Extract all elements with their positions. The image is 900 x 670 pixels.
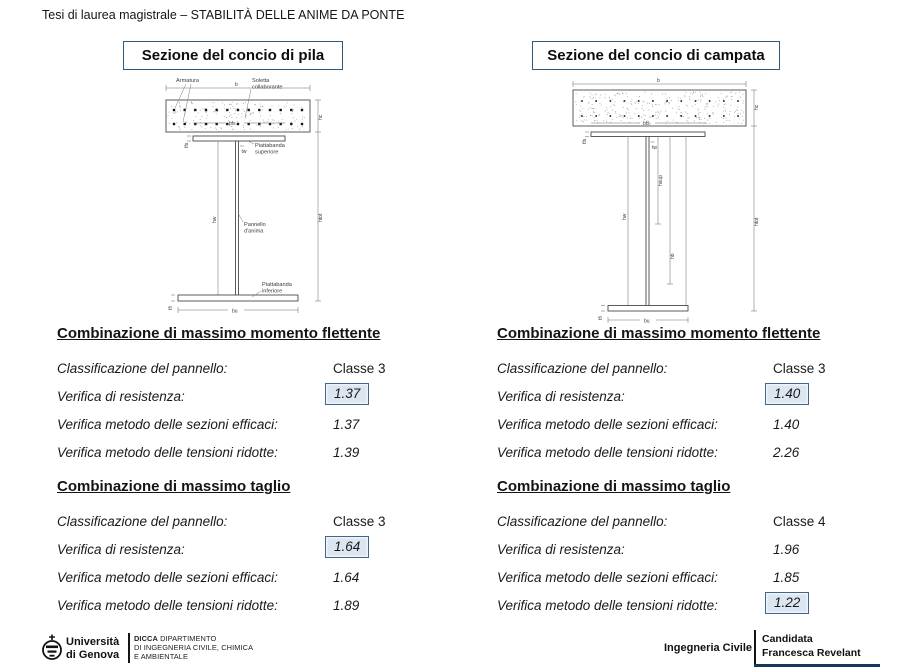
row-value: 1.89	[333, 598, 360, 613]
candidate-name: Francesca Revelant	[762, 647, 861, 659]
dim-bu-right: bu	[644, 318, 650, 324]
unige-logo-icon	[40, 633, 64, 663]
row-label: Verifica metodo delle sezioni efficaci:	[497, 417, 718, 432]
section-box-campata-label: Sezione del concio di campata	[547, 47, 765, 64]
department-block	[134, 635, 253, 661]
section-box-campata	[532, 41, 780, 70]
row-value: 1.64	[333, 570, 360, 585]
row-value-highlighted: 1.40	[765, 383, 809, 405]
dim-b-right: b	[657, 78, 660, 84]
row-label: Classificazione del pannello:	[497, 361, 668, 376]
dim-b-left: b	[235, 82, 238, 88]
dim-hb-right: hb	[670, 253, 676, 259]
diagram-concio-di-pila	[148, 74, 343, 322]
row-label: Verifica metodo delle sezioni efficaci:	[57, 417, 278, 432]
university-name	[66, 636, 119, 661]
row-label: Verifica di resistenza:	[497, 542, 625, 557]
department-line2: DI INGEGNERIA CIVILE, CHIMICA	[134, 642, 254, 652]
label-pannello-2: d'anima	[244, 228, 264, 235]
row-value: 1.96	[773, 542, 800, 557]
dim-bfs-left: bfs	[229, 121, 236, 127]
row-label: Verifica di resistenza:	[57, 389, 185, 404]
row-value-highlighted: 1.64	[325, 536, 369, 558]
heading-pila-momento: Combinazione di massimo momento flettente	[57, 325, 381, 342]
row-label: Verifica metodo delle tensioni ridotte:	[57, 445, 278, 460]
diagram-concio-di-campata	[558, 74, 763, 324]
row-label: Verifica di resistenza:	[497, 389, 625, 404]
dim-bfs-right: bfs	[643, 121, 650, 127]
dim-tw-right: tw	[652, 145, 657, 151]
dim-htot-right: htot	[754, 217, 760, 226]
row-label: Verifica metodo delle tensioni ridotte:	[497, 445, 718, 460]
row-label: Verifica metodo delle sezioni efficaci:	[497, 570, 718, 585]
row-label: Verifica metodo delle tensioni ridotte:	[57, 598, 278, 613]
row-value: 1.39	[333, 445, 360, 460]
section-box-pila	[123, 41, 343, 70]
row-value: 1.40	[773, 417, 800, 432]
dim-hsup-right: hsup	[658, 175, 664, 186]
section-box-pila-label: Sezione del concio di pila	[141, 47, 325, 64]
label-armatura: Armatura	[176, 78, 200, 84]
dim-bu-left: bu	[232, 308, 238, 315]
slide-header-title: Tesi di laurea magistrale – STABILITÀ DELLE ANIME DA PONTE	[42, 8, 405, 22]
dim-hc-right: hc	[754, 104, 760, 110]
footer-accent-rule	[754, 664, 880, 667]
row-label: Verifica metodo delle tensioni ridotte:	[497, 598, 718, 613]
university-name-line2: di Genova	[66, 648, 120, 661]
dim-tfi-left: tfi	[168, 306, 174, 310]
row-label: Classificazione del pannello:	[57, 514, 228, 529]
row-value-highlighted: 1.37	[325, 383, 369, 405]
row-value: 1.37	[333, 417, 360, 432]
row-label: Verifica metodo delle sezioni efficaci:	[57, 570, 278, 585]
row-value: Classe 3	[333, 514, 386, 529]
department-line3: E AMBIENTALE	[134, 651, 189, 661]
dim-tfi-right: tfi	[598, 316, 604, 320]
row-value: Classe 4	[773, 514, 826, 529]
dim-tw-left: tw	[241, 149, 247, 155]
row-value: Classe 3	[333, 361, 386, 376]
label-soletta-1: Soletta	[252, 78, 270, 84]
heading-campata-momento: Combinazione di massimo momento flettente	[497, 325, 821, 342]
row-value: 2.26	[773, 445, 800, 460]
dim-hw-right: hw	[622, 213, 628, 220]
row-label: Classificazione del pannello:	[497, 514, 668, 529]
department-acronym: DICCA	[134, 634, 158, 643]
footer-divider-right	[754, 630, 756, 664]
row-label: Classificazione del pannello:	[57, 361, 228, 376]
row-value-highlighted: 1.22	[765, 592, 809, 614]
label-piattabanda-sup-1: Piattabanda	[255, 143, 285, 149]
label-piattabanda-sup-2: superiore	[255, 149, 279, 156]
dim-hc-left: hc	[318, 114, 324, 120]
row-label: Verifica di resistenza:	[57, 542, 185, 557]
row-value: 1.85	[773, 570, 800, 585]
footer-divider-left	[128, 633, 130, 663]
label-piattabanda-inf-1: Piattabanda	[262, 282, 292, 288]
dim-tfs-right: tfs	[582, 138, 588, 144]
candidate-label: Candidata	[762, 633, 813, 645]
dim-tfs-left: tfs	[184, 142, 190, 148]
university-name-line1: Università	[66, 636, 120, 648]
dim-htot-left: htot	[318, 213, 324, 222]
label-soletta-2: collaborante	[252, 84, 283, 91]
dim-hw-left: hw	[212, 216, 218, 223]
label-piattabanda-inf-2: inferiore	[262, 288, 283, 295]
heading-campata-taglio: Combinazione di massimo taglio	[497, 478, 731, 495]
department-word: DIPARTIMENTO	[160, 634, 217, 643]
heading-pila-taglio: Combinazione di massimo taglio	[57, 478, 291, 495]
course-label: Ingegneria Civile	[664, 642, 753, 654]
row-value: Classe 3	[773, 361, 826, 376]
label-pannello-1: Pannello	[244, 222, 266, 228]
candidate-block	[762, 632, 861, 660]
